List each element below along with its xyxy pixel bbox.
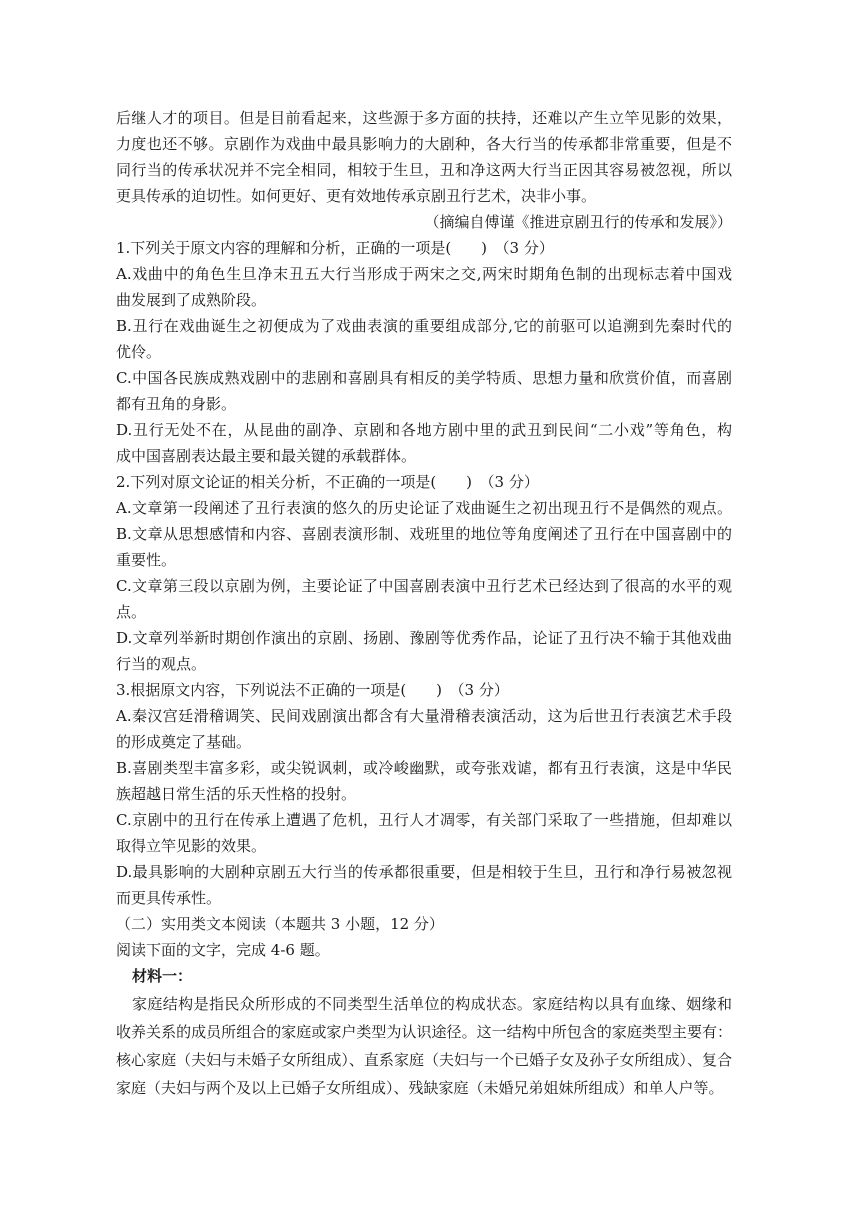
question-2: 2.下列对原文论证的相关分析，不正确的一项是( ) （3 分） — [116, 473, 539, 491]
section-heading: （二）实用类文本阅读（本题共 3 小题，12 分） — [116, 915, 444, 933]
material-label: 材料一： — [132, 967, 193, 985]
q3-option-a: A.秦汉宫廷滑稽调笑、民间戏剧演出都含有大量滑稽表演活动，这为后世丑行表演艺术手段 — [116, 707, 732, 725]
q2-option-b: B.文章从思想感情和内容、喜剧表演形制、戏班里的地位等角度阐述了丑行在中国喜剧中的 — [116, 525, 732, 543]
q3-option-a-cont: 的形成奠定了基础。 — [116, 733, 252, 751]
q3-option-c-cont: 取得立竿见影的效果。 — [116, 837, 267, 855]
q3-option-b: B.喜剧类型丰富多彩，或尖锐讽刺，或冷峻幽默，或夸张戏谑，都有丑行表演，这是中华民 — [116, 759, 732, 777]
q3-option-c: C.京剧中的丑行在传承上遭遇了危机，丑行人才凋零，有关部门采取了一些措施，但却难以 — [116, 811, 732, 829]
text-line: 后继人才的项目。但是目前看起来，这些源于多方面的扶持，还难以产生立竿见影的效果， — [116, 109, 732, 127]
text-line: 更具传承的迫切性。如何更好、更有效地传承京剧丑行艺术，决非小事。 — [116, 187, 597, 205]
instruction: 阅读下面的文字，完成 4-6 题。 — [116, 941, 330, 959]
q2-option-d-cont: 行当的观点。 — [116, 655, 207, 673]
q1-option-b-cont: 优伶。 — [116, 343, 162, 361]
q1-option-d: D.丑行无处不在，从昆曲的副净、京剧和各地方剧中里的武丑到民间“二小戏”等角色，构 — [116, 421, 732, 439]
q3-option-d: D.最具影响的大剧种京剧五大行当的传承都很重要，但是相较于生旦，丑行和净行易被忽视 — [116, 863, 732, 881]
question-3: 3.根据原文内容，下列说法不正确的一项是( ) （3 分） — [116, 681, 509, 699]
text-line: 同行当的传承状况并不完全相同，相较于生旦，丑和净这两大行当正因其容易被忽视，所以 — [116, 161, 732, 179]
q3-option-b-cont: 族超越日常生活的乐天性格的投射。 — [116, 785, 357, 803]
text-line: 力度也还不够。京剧作为戏曲中最具影响力的大剧种，各大行当的传承都非常重要，但是不 — [116, 135, 732, 153]
q1-option-b: B.丑行在戏曲诞生之初便成为了戏曲表演的重要组成部分,它的前驱可以追溯到先秦时代的 — [116, 317, 732, 335]
question-1: 1.下列关于原文内容的理解和分析，正确的一项是( ) （3 分） — [116, 239, 554, 257]
q2-option-a: A.文章第一段阐述了丑行表演的悠久的历史论证了戏曲诞生之初出现丑行不是偶然的观点。 — [116, 499, 732, 517]
q1-option-d-cont: 成中国喜剧表达最主要和最关键的承载群体。 — [116, 447, 417, 465]
source-citation: （摘编自傅谨《推进京剧丑行的传承和发展》） — [424, 213, 732, 231]
q1-option-c-cont: 都有丑角的身影。 — [116, 395, 237, 413]
material-paragraph-line: 收养关系的成员所组合的家庭或家户类型为认识途径。这一结构中所包含的家庭类型主要有： — [116, 1023, 732, 1041]
q3-option-d-cont: 而更具传承性。 — [116, 889, 222, 907]
material-paragraph-line: 家庭结构是指民众所形成的不同类型生活单位的构成状态。家庭结构以具有血缘、姻缘和 — [132, 995, 732, 1013]
q1-option-c: C.中国各民族成熟戏剧中的悲剧和喜剧具有相反的美学特质、思想力量和欣赏价值，而喜剧 — [116, 369, 732, 387]
material-paragraph-line: 家庭（夫妇与两个及以上已婚子女所组成）、残缺家庭（未婚兄弟姐妹所组成）和单人户等。 — [116, 1079, 724, 1097]
q2-option-d: D.文章列举新时期创作演出的京剧、扬剧、豫剧等优秀作品，论证了丑行决不输于其他戏曲 — [116, 629, 732, 647]
q1-option-a-cont: 曲发展到了成熟阶段。 — [116, 291, 267, 309]
material-paragraph-line: 核心家庭（夫妇与未婚子女所组成）、直系家庭（夫妇与一个已婚子女及孙子女所组成）、复合 — [116, 1051, 732, 1069]
q2-option-b-cont: 重要性。 — [116, 551, 177, 569]
q1-option-a: A.戏曲中的角色生旦净末丑五大行当形成于两宋之交,两宋时期角色制的出现标志着中国戏 — [116, 265, 732, 283]
q2-option-c: C.文章第三段以京剧为例，主要论证了中国喜剧表演中丑行艺术已经达到了很高的水平的观 — [116, 577, 732, 595]
q2-option-c-cont: 点。 — [116, 603, 147, 621]
